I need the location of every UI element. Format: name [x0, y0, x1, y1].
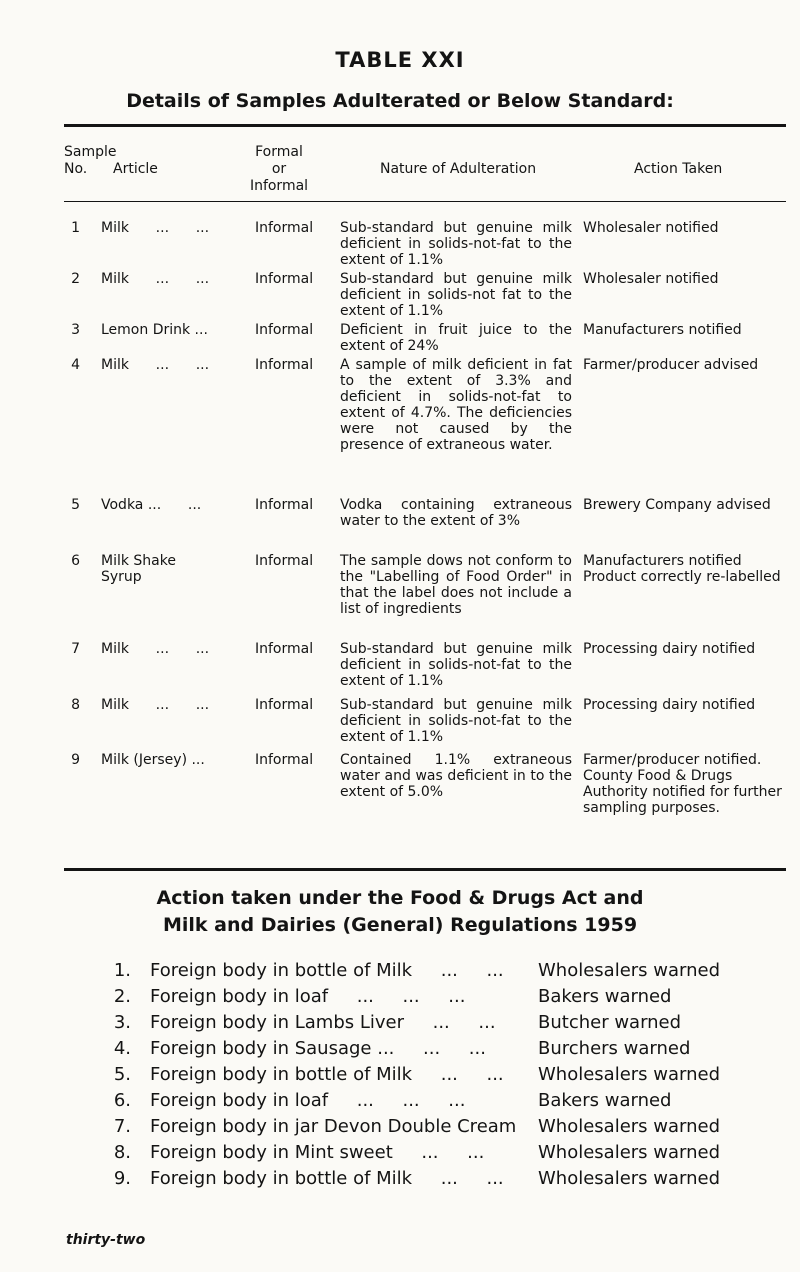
header-action: Action Taken — [634, 161, 723, 177]
list-item-text: Foreign body in Mint sweet ... ... — [150, 1142, 485, 1163]
list-item-number: 9. — [113, 1168, 131, 1189]
row-action: Manufacturers notified Product correctly re-labelled — [583, 553, 781, 585]
section-title-line-2: Milk and Dairies (General) Regulations 1959 — [162, 914, 638, 936]
row-number: 6 — [71, 553, 80, 569]
row-formal: Informal — [255, 553, 314, 569]
row-nature: Sub-standard but genuine milk deficient in solids-not-fat to the extent of 1.1% — [340, 220, 572, 268]
list-item-number: 2. — [113, 986, 131, 1007]
row-formal: Informal — [255, 641, 314, 657]
section-title-line-1: Action taken under the Food & Drugs Act and — [156, 887, 644, 909]
list-item-text: Foreign body in loaf ... ... ... — [150, 1090, 466, 1111]
list-item-text: Foreign body in jar Devon Double Cream — [150, 1116, 517, 1137]
header-rule — [64, 201, 786, 202]
row-article: Milk ... ... — [101, 357, 210, 373]
header-formal: Formal or Informal — [249, 144, 309, 194]
list-item-action: Bakers warned — [538, 986, 672, 1007]
table-title: TABLE XXI — [335, 48, 465, 72]
list-item-action: Wholesalers warned — [538, 960, 721, 981]
list-item-action: Wholesalers warned — [538, 1168, 721, 1189]
row-formal: Informal — [255, 357, 314, 373]
row-action: Processing dairy notified — [583, 697, 756, 713]
row-article: Milk Shake Syrup — [101, 553, 176, 585]
row-nature: Sub-standard but genuine milk deficient in solids-not-fat to the extent of 1.1% — [340, 697, 572, 745]
row-action: Manufacturers notified — [583, 322, 742, 338]
row-number: 4 — [71, 357, 80, 373]
list-item-text: Foreign body in loaf ... ... ... — [150, 986, 466, 1007]
row-article: Lemon Drink ... — [101, 322, 208, 338]
row-number: 8 — [71, 697, 80, 713]
header-nature: Nature of Adulteration — [380, 161, 537, 177]
list-item-number: 1. — [113, 960, 131, 981]
list-item-text: Foreign body in Lambs Liver ... ... — [150, 1012, 496, 1033]
row-article: Milk ... ... — [101, 220, 210, 236]
row-nature: Contained 1.1% extraneous water and was deficient in to the extent of 5.0% — [340, 752, 572, 800]
header-article: Article — [113, 161, 158, 177]
row-article: Vodka ... ... — [101, 497, 202, 513]
row-action: Processing dairy notified — [583, 641, 756, 657]
top-rule — [64, 124, 786, 127]
list-item-action: Burchers warned — [538, 1038, 691, 1059]
table-subtitle: Details of Samples Adulterated or Below Standard: — [126, 90, 674, 112]
row-number: 3 — [71, 322, 80, 338]
list-item-number: 5. — [113, 1064, 131, 1085]
row-number: 2 — [71, 271, 80, 287]
row-number: 1 — [71, 220, 80, 236]
row-action: Wholesaler notified — [583, 220, 719, 236]
row-number: 5 — [71, 497, 80, 513]
bottom-rule — [64, 868, 786, 871]
row-nature: Sub-standard but genuine milk deficient in solids-not fat to the extent of 1.1% — [340, 271, 572, 319]
row-article: Milk (Jersey) ... — [101, 752, 205, 768]
row-formal: Informal — [255, 752, 314, 768]
row-formal: Informal — [255, 497, 314, 513]
list-item-number: 6. — [113, 1090, 131, 1111]
row-number: 9 — [71, 752, 80, 768]
row-nature: The sample dows not conform to the "Labelling of Food Order" in that the label does not include a list of ingredients — [340, 553, 572, 617]
row-formal: Informal — [255, 271, 314, 287]
row-action: Wholesaler notified — [583, 271, 719, 287]
list-item-number: 4. — [113, 1038, 131, 1059]
row-article: Milk ... ... — [101, 697, 210, 713]
list-item-number: 7. — [113, 1116, 131, 1137]
row-article: Milk ... ... — [101, 641, 210, 657]
list-item-text: Foreign body in Sausage ... ... ... — [150, 1038, 486, 1059]
list-item-text: Foreign body in bottle of Milk ... ... — [150, 960, 504, 981]
row-formal: Informal — [255, 322, 314, 338]
header-sample-no: Sample No. — [64, 144, 117, 177]
row-number: 7 — [71, 641, 80, 657]
list-item-action: Butcher warned — [538, 1012, 682, 1033]
row-formal: Informal — [255, 697, 314, 713]
row-action: Brewery Company advised — [583, 497, 771, 513]
row-nature: A sample of milk deficient in fat to the extent of 3.3% and deficient in solids-not-fat to extent of 4.7%. The deficiencies were not caused by the presence of extraneous water. — [340, 357, 572, 453]
row-action: Farmer/producer advised — [583, 357, 759, 373]
row-formal: Informal — [255, 220, 314, 236]
list-item-action: Wholesalers warned — [538, 1064, 721, 1085]
row-article: Milk ... ... — [101, 271, 210, 287]
list-item-action: Bakers warned — [538, 1090, 672, 1111]
list-item-number: 8. — [113, 1142, 131, 1163]
list-item-text: Foreign body in bottle of Milk ... ... — [150, 1168, 504, 1189]
list-item-number: 3. — [113, 1012, 131, 1033]
list-item-text: Foreign body in bottle of Milk ... ... — [150, 1064, 504, 1085]
list-item-action: Wholesalers warned — [538, 1116, 721, 1137]
row-action: Farmer/producer notified. County Food & Drugs Authority notified for further sampling purposes. — [583, 752, 782, 816]
row-nature: Vodka containing extraneous water to the extent of 3% — [340, 497, 572, 529]
page-footer: thirty-two — [66, 1232, 146, 1248]
list-item-action: Wholesalers warned — [538, 1142, 721, 1163]
row-nature: Sub-standard but genuine milk deficient in solids-not-fat to the extent of 1.1% — [340, 641, 572, 689]
row-nature: Deficient in fruit juice to the extent of 24% — [340, 322, 572, 354]
